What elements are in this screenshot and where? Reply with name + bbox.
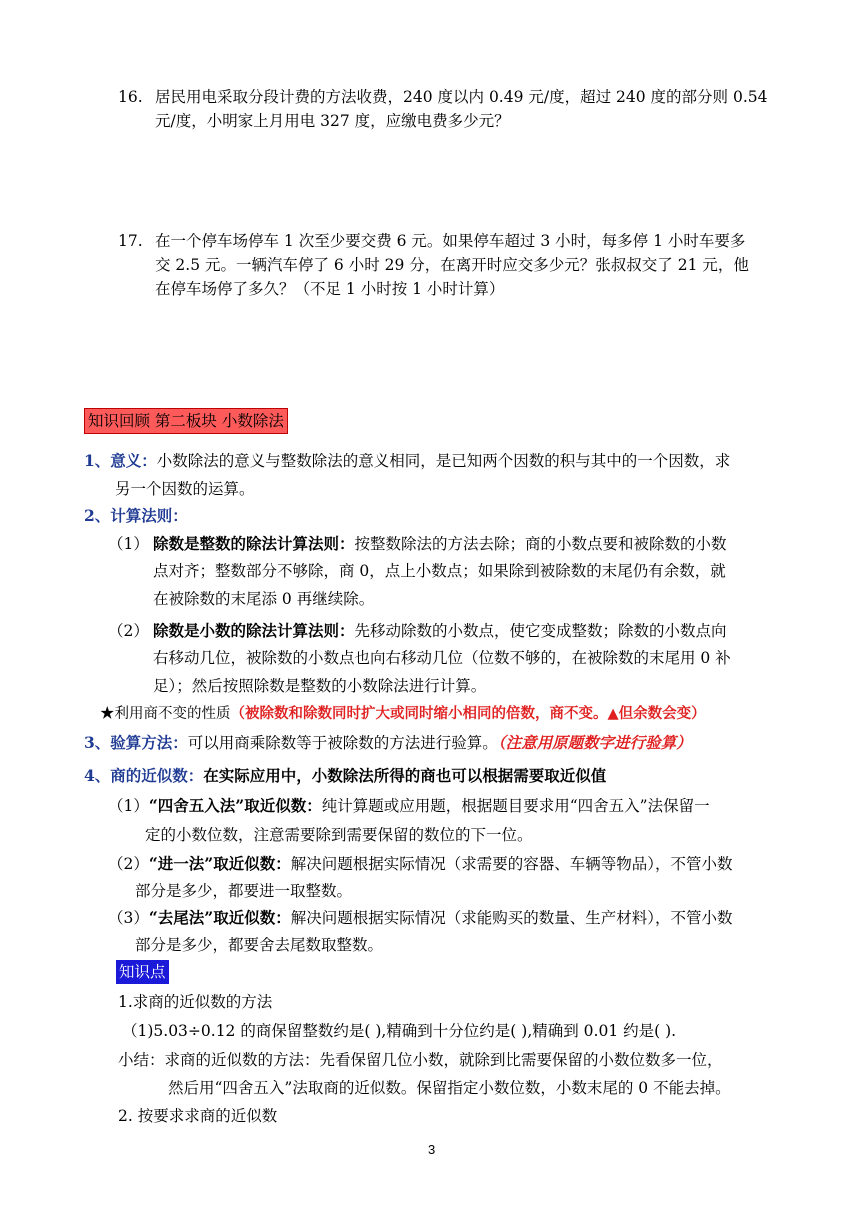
section-heading: 知识回顾 第二板块 小数除法 [84, 408, 288, 434]
problem-16-line-2: 元/度，小明家上月用电 327 度，应缴电费多少元？ [155, 112, 510, 130]
sub-1-line-2: 定的小数位数，注意需要除到需要保留的数位的下一位。 [145, 826, 533, 844]
rule-1-text: 按整数除法的方法去除；商的小数点要和被除数的小数 [354, 535, 727, 553]
kp-line-5: 2. 按要求求商的近似数 [118, 1107, 278, 1125]
kp-line-2: （1)5.03÷0.12 的商保留整数约是( ),精确到十分位约是( ),精确到 0.01 约是( ). [122, 1022, 677, 1040]
item-1-line-1 [84, 450, 730, 472]
sub-2-number: （2） [108, 855, 149, 873]
item-4-bold: 在实际应用中，小数除法所得的商也可以根据需要取近似值 [203, 766, 607, 785]
kp-line-4: 然后用“四舍五入”法取商的近似数。保留指定小数位数，小数末尾的 0 不能去掉。 [168, 1079, 731, 1097]
rule-2-line-3: 足）；然后按照除数是整数的小数除法进行计算。 [153, 677, 487, 695]
problem-17-line-1: 在一个停车场停车 1 次至少要交费 6 元。如果停车超过 3 小时，每多停 1 小时车要多 [155, 232, 746, 250]
item-4-label: 4、商的近似数： [84, 766, 204, 785]
item-3 [84, 732, 692, 754]
sub-1-title: “四舍五入法”取近似数： [148, 796, 322, 815]
star-note-text: ★利用商不变的性质 [100, 706, 231, 722]
rule-1-title: 除数是整数的除法计算法则： [153, 534, 355, 553]
rule-1-number: （1） [108, 535, 149, 553]
rule-2-line-1 [153, 620, 727, 642]
rule-1-line-1 [153, 533, 727, 555]
problem-16-line-1: 居民用电采取分段计费的方法收费，240 度以内 0.49 元/度，超过 240 度的部分则 0.54 [155, 88, 768, 106]
sub-3-text: 解决问题根据实际情况（求能购买的数量、生产材料），不管小数 [290, 909, 733, 927]
problem-16-number: 16. [118, 88, 143, 106]
item-3-text: 可以用商乘除数等于被除数的方法进行验算。 [187, 734, 498, 752]
kp-line-1: 1.求商的近似数的方法 [118, 993, 273, 1011]
sub-1-text: 纯计算题或应用题，根据题目要求用“四舍五入”法保留一 [321, 797, 710, 815]
sub-2-line-2: 部分是多少，都要进一取整数。 [135, 882, 353, 900]
item-2-label: 2、计算法则： [84, 506, 188, 525]
item-1-text: 小数除法的意义与整数除法的意义相同，是已知两个因数的积与其中的一个因数，求 [156, 452, 731, 470]
sub-1-number: （1） [108, 797, 149, 815]
sub-2-text: 解决问题根据实际情况（求需要的容器、车辆等物品），不管小数 [290, 855, 733, 873]
item-3-label: 3、验算方法： [84, 733, 188, 752]
sub-2-title: “进一法”取近似数： [148, 854, 291, 873]
rule-2-number: （2） [108, 622, 149, 640]
item-4 [84, 765, 606, 787]
problem-17-number: 17. [118, 232, 143, 250]
sub-1-line-1 [108, 795, 710, 817]
star-note [100, 704, 706, 724]
sub-3-number: （3） [108, 909, 149, 927]
item-3-red: （注意用原题数字进行验算） [497, 733, 692, 752]
sub-3-line-2: 部分是多少，都要舍去尾数取整数。 [135, 936, 384, 954]
sub-2-line-1 [108, 853, 732, 875]
star-note-red: （被除数和除数同时扩大或同时缩小相同的倍数，商不变。▲但余数会变） [230, 705, 706, 722]
problem-17-line-3: 在停车场停了多久？（不足 1 小时按 1 小时计算） [155, 280, 505, 298]
rule-2-title: 除数是小数的除法计算法则： [153, 621, 355, 640]
problem-17-line-2: 交 2.5 元。一辆汽车停了 6 小时 29 分，在离开时应交多少元？张叔叔交了 21 元，他 [155, 256, 749, 274]
rule-2-line-2: 右移动几位，被除数的小数点也向右移动几位（位数不够的，在被除数的末尾用 0 补 [153, 649, 731, 667]
sub-3-line-1 [108, 907, 732, 929]
knowledge-point-label: 知识点 [116, 960, 169, 984]
item-1-label: 1、意义： [84, 451, 157, 470]
rule-1-line-2: 点对齐；整数部分不够除，商 0，点上小数点；如果除到被除数的末尾仍有余数，就 [153, 562, 726, 580]
sub-3-title: “去尾法”取近似数： [148, 908, 291, 927]
rule-1-line-3: 在被除数的末尾添 0 再继续除。 [153, 590, 375, 608]
kp-line-3: 小结：求商的近似数的方法：先看保留几位小数，就除到比需要保留的小数位数多一位， [118, 1051, 723, 1069]
rule-2-text: 先移动除数的小数点，使它变成整数；除数的小数点向 [354, 622, 727, 640]
page-number: 3 [428, 1142, 436, 1157]
item-1-line-2: 另一个因数的运算。 [115, 480, 255, 498]
